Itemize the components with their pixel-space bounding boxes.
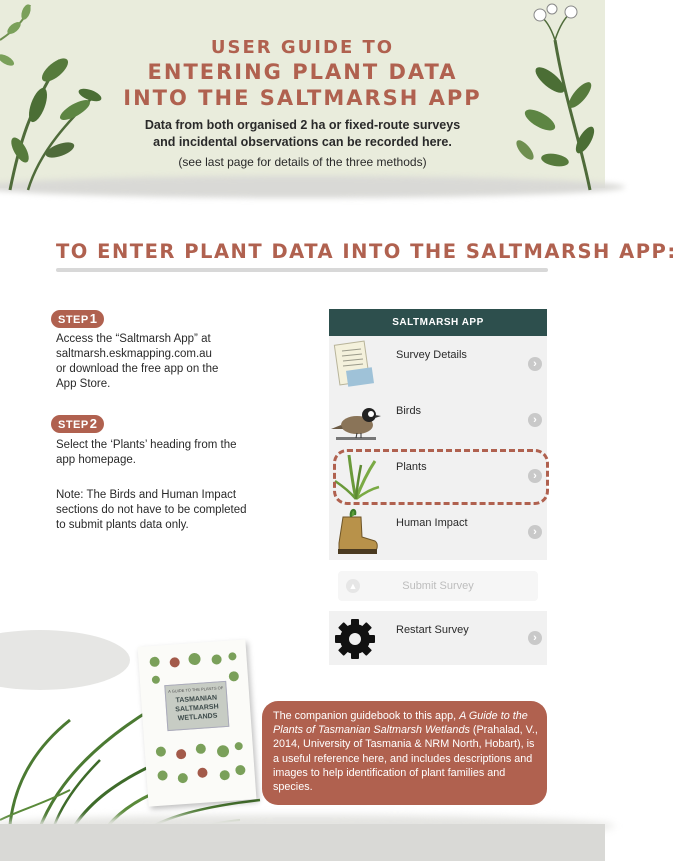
step-2-note-line: to submit plants data only. — [56, 519, 189, 531]
chevron-right-icon: › — [528, 413, 542, 427]
section-title: TO ENTER PLANT DATA INTO THE SALTMARSH APP: — [56, 240, 677, 263]
upload-icon: ▲ — [346, 579, 360, 593]
step-1-word: STEP — [58, 314, 89, 326]
guidebook-title-line: WETLANDS — [177, 712, 218, 723]
submit-survey-button[interactable] — [338, 571, 538, 601]
step-2-note-line: sections do not have to be completed — [56, 504, 247, 516]
app-item-label: Human Impact — [396, 517, 468, 529]
step-1-line: Access the “Saltmarsh App” at — [56, 333, 211, 345]
footer-band — [0, 824, 605, 861]
step-1-badge — [51, 310, 104, 328]
subtitle-line-2: and incidental observations can be recorded here. — [153, 135, 452, 149]
restart-survey-label: Restart Survey — [396, 624, 469, 636]
step-2-badge — [51, 415, 104, 433]
guidebook-title-line: SALTMARSH — [175, 703, 219, 714]
chevron-right-icon: › — [528, 631, 542, 645]
guidebook-title-line: TASMANIAN — [175, 694, 218, 705]
app-screenshot — [329, 309, 547, 560]
callout-text-start: The companion guidebook to this app, — [273, 710, 460, 722]
step-2-word: STEP — [58, 419, 89, 431]
plants-highlight — [333, 449, 549, 505]
chevron-right-icon: › — [528, 525, 542, 539]
chevron-right-icon: › — [528, 469, 542, 483]
guidebook-callout — [262, 701, 547, 805]
restart-survey-button[interactable] — [329, 611, 547, 665]
methods-note: (see last page for details of the three methods) — [178, 155, 427, 169]
step-2-number: 2 — [89, 416, 98, 431]
title-line-1: USER GUIDE TO — [210, 37, 395, 58]
app-item-human-impact[interactable] — [329, 504, 547, 560]
callout-text — [273, 709, 539, 794]
step-1-line: App Store. — [56, 378, 111, 390]
gear-icon — [333, 617, 377, 661]
submit-survey-label: Submit Survey — [402, 580, 474, 592]
step-1-number: 1 — [89, 311, 98, 326]
app-item-birds[interactable] — [329, 392, 547, 448]
bird-icon — [331, 395, 381, 445]
app-item-label: Birds — [396, 405, 422, 417]
guidebook-title-box — [164, 681, 229, 731]
app-header: SALTMARSH APP — [329, 309, 547, 336]
chevron-right-icon: › — [528, 357, 542, 371]
app-item-survey-details[interactable] — [329, 336, 547, 392]
step-2-line: Select the ‘Plants’ heading from the — [56, 439, 237, 451]
step-2-text — [56, 438, 237, 468]
step-1-text — [56, 332, 218, 392]
guidebook-subtitle: A GUIDE TO THE PLANTS OF — [167, 685, 224, 694]
step-2-note — [56, 488, 247, 533]
guidebook-cover — [138, 639, 257, 806]
step-2-line: app homepage. — [56, 454, 136, 466]
subtitle-line-1: Data from both organised 2 ha or fixed-route surveys — [144, 118, 461, 132]
section-underline — [56, 268, 548, 272]
step-1-line: or download the free app on the — [56, 363, 219, 375]
callout-text-end: (Prahalad, V., 2014, University of Tasmania & NRM North, Hobart), is a useful reference here, and includes descriptions and images to help identification of plant families and species. — [273, 724, 538, 794]
step-1-line: saltmarsh.eskmapping.com.au — [56, 348, 212, 360]
clipboard-icon — [331, 339, 381, 389]
boot-icon — [331, 507, 381, 557]
title-line-2: ENTERING PLANT DATA — [147, 60, 458, 84]
app-item-label: Survey Details — [396, 349, 467, 361]
step-2-note-line: Note: The Birds and Human Impact — [56, 489, 237, 501]
app-item-label: Plants — [396, 461, 427, 473]
title-line-3: INTO THE SALTMARSH APP — [123, 86, 482, 110]
callout-book-title: A Guide to the Plants of Tasmanian Saltmarsh Wetlands — [273, 710, 528, 737]
